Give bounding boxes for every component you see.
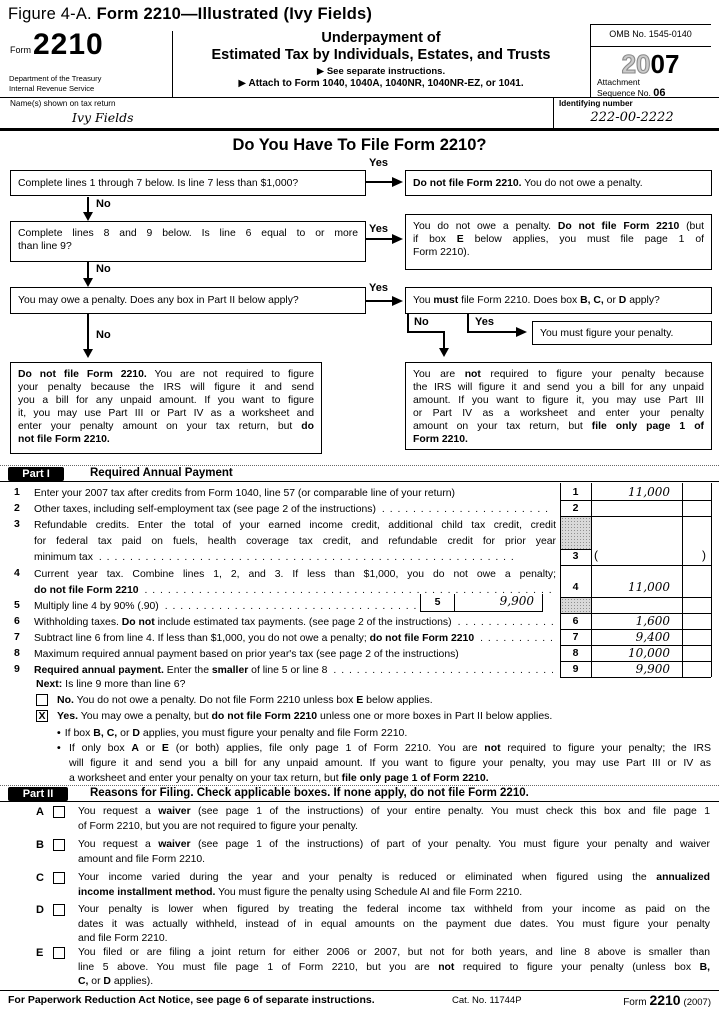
flow-no2-arrow <box>83 278 93 287</box>
line2-desc: Other taxes, including self-employment tax (see page 2 of the instructions) . . <box>34 502 556 518</box>
flow-no2-label: No <box>96 263 111 275</box>
box-e-letter: E <box>36 947 44 959</box>
p1-col-rule-3 <box>682 483 683 677</box>
line8-desc: Maximum required annual payment based on prior year's tax (see page 2 of the instructions) <box>34 649 459 660</box>
line6-number: 6 <box>14 615 20 627</box>
flow-yes3-arrow <box>392 296 403 306</box>
line1-value[interactable]: 11,000 <box>628 485 670 499</box>
flow-no1-arrow <box>83 212 93 221</box>
form-title-line2: Estimated Tax by Individuals, Estates, and Trusts <box>211 47 551 63</box>
line1-number: 1 <box>14 486 20 498</box>
form-word: Form <box>10 45 31 55</box>
flow-subyes-label: Yes <box>475 316 494 328</box>
sequence-line <box>597 87 666 99</box>
box-d-checkbox[interactable] <box>53 904 65 916</box>
flow-no2-line <box>87 262 89 279</box>
flow-q1-box: Complete lines 1 through 7 below. Is line 7 less than $1,000? <box>10 170 366 196</box>
p1-row-rule-9 <box>560 677 711 678</box>
footer-form-year: (2007) <box>683 997 711 1008</box>
flow-yes2-line <box>366 238 393 240</box>
line9-value[interactable]: 9,900 <box>635 662 670 676</box>
flow-subno-line3 <box>443 331 445 349</box>
identifying-number-value[interactable]: 222-00-2222 <box>590 110 674 125</box>
line5-inline-value[interactable]: 9,900 <box>499 594 534 608</box>
footer-form-id <box>623 992 711 1008</box>
omb-cell-bottom-rule <box>590 46 711 47</box>
line9-desc: Required annual payment. Enter the smaller of line 5 or line 8 . . <box>34 663 556 679</box>
dotted-leader <box>333 663 553 679</box>
box-a-text: You request a waiver (see page 1 of the instructions) of your entire penalty. You must check this box and file page 1 of Form 2210, but you are not required to figure your penalty. <box>78 806 710 832</box>
dept-line1: Department of the Treasury <box>9 74 102 83</box>
paperwork-notice: For Paperwork Reduction Act Notice, see page 6 of separate instructions. <box>8 994 375 1006</box>
p1-row-rule-3 <box>560 565 711 566</box>
flow-yes2-arrow <box>392 234 403 244</box>
dotted-leader <box>382 502 553 518</box>
attachment-label: Attachment <box>597 77 640 87</box>
catalog-number: Cat. No. 11744P <box>452 995 522 1006</box>
line4-number: 4 <box>14 567 20 579</box>
name-value[interactable]: Ivy Fields <box>72 110 134 125</box>
p1-shade-line5 <box>561 598 591 613</box>
box-c-text: Your income varied during the year and your penalty is reduced or eliminated when figured using the annualized income installment method. You must figure the penalty using Schedule AI and file Form 2210. <box>78 872 710 898</box>
next-bullet2-text: If only box A or E (or both) applies, file only page 1 of Form 2210. You are not required to figure your penalty; the IRS will figure it and send you a bill for any unpaid amount. If you want to figure your penalty, you may use Part III or IV as a worksheet and enter your penalty on your tax return, but file only page 1 of Form 2210. <box>69 742 712 784</box>
box-a-checkbox[interactable] <box>53 806 65 818</box>
line5-inline-number: 5 <box>421 594 455 611</box>
next-no-text: No. You do not owe a penalty. Do not file Form 2210 unless box E below applies. <box>57 694 433 706</box>
sequence-label: Sequence No. <box>597 88 651 98</box>
box-b-letter: B <box>36 839 44 851</box>
flow-subno-arrow <box>439 348 449 357</box>
line6-value[interactable]: 1,600 <box>635 614 670 628</box>
form-title-line1: Underpayment of <box>321 30 441 46</box>
tax-year <box>590 49 711 80</box>
flow-yes1-line <box>366 181 393 183</box>
form-number: 2210 <box>33 28 104 61</box>
flow-yes3-line <box>366 300 393 302</box>
line3-paren-open: ( <box>594 548 598 562</box>
part1-label: Part I <box>8 467 64 481</box>
line2-number: 2 <box>14 502 20 514</box>
flow-a1-box: Do not file Form 2210. You do not owe a penalty. <box>405 170 712 196</box>
line8-number: 8 <box>14 647 20 659</box>
flow-no3-label: No <box>96 329 111 341</box>
line1-box-number: 1 <box>572 486 579 498</box>
line5-inline-box <box>420 594 543 612</box>
box-e-text: You filed or are filing a joint return for either 2006 or 2007, but not for both years, and line 8 above is smaller than line 5 above. You must file page 1 of Form 2210, but you are not required to figure your penalty (unless box B, C, or D applies). <box>78 947 710 987</box>
part1-title: Required Annual Payment <box>90 467 233 479</box>
box-a-letter: A <box>36 806 44 818</box>
flow-a3-box: You must file Form 2210. Does box B, C, or D apply? <box>405 287 712 314</box>
flow-yes1-arrow <box>392 177 403 187</box>
figure-caption-prefix: Figure 4-A. <box>8 5 92 23</box>
box-c-checkbox[interactable] <box>53 872 65 884</box>
flow-final-right-box: You are not required to figure your penalty because the IRS will figure it and send you a bill for any unpaid amount. If you want to figure it, you may use Part III or Part IV as a worksheet and enter your penalty amount on your tax return, but file only page 1 of Form 2210. <box>405 362 712 450</box>
flow-penalty-box: You must figure your penalty. <box>532 321 712 345</box>
box-c-letter: C <box>36 872 44 884</box>
flow-subno-label: No <box>414 316 429 328</box>
line2-box-number: 2 <box>572 502 579 514</box>
dept-line2: Internal Revenue Service <box>9 84 95 93</box>
flow-q2-box: Complete lines 8 and 9 below. Is line 6 equal to or more than line 9? <box>10 221 366 262</box>
figure-caption <box>8 5 372 24</box>
next-question: Next: Is line 9 more than line 6? <box>36 678 186 690</box>
flow-a2-box: You do not owe a penalty. Do not file Form 2210 (but if box E below applies, you must file page 1 of Form 2210). <box>405 214 712 270</box>
tax-year-suffix: 07 <box>650 49 680 79</box>
line5-number: 5 <box>14 599 20 611</box>
flow-no3-arrow <box>83 349 93 358</box>
flow-subyes-arrow <box>516 327 527 337</box>
line7-desc: Subtract line 6 from line 4. If less than $1,000, you do not owe a penalty; do not file Form 2210 . . <box>34 631 556 647</box>
flow-no1-label: No <box>96 198 111 210</box>
next-yes-text: Yes. You may owe a penalty, but do not file Form 2210 unless one or more boxes in Part II below applies. <box>57 710 553 722</box>
flowchart-title: Do You Have To File Form 2210? <box>232 136 487 154</box>
line9-box-number: 9 <box>572 663 579 675</box>
omb-number: OMB No. 1545-0140 <box>609 29 692 39</box>
dotted-leader <box>480 631 553 647</box>
line4-box-number: 4 <box>572 581 579 593</box>
omb-cell-top-rule <box>590 24 711 25</box>
next-yes-checkbox[interactable]: X <box>36 710 48 722</box>
line8-value[interactable]: 10,000 <box>628 646 670 660</box>
dotted-leader <box>458 615 553 631</box>
box-e-checkbox[interactable] <box>53 947 65 959</box>
part2-header-bar <box>0 785 719 802</box>
part2-label: Part II <box>8 787 68 801</box>
header-thick-rule <box>0 128 719 131</box>
flow-yes1-label: Yes <box>369 157 388 169</box>
dotted-leader <box>165 599 416 615</box>
see-instructions-note: ▶ See separate instructions. <box>316 66 446 77</box>
line7-value[interactable]: 9,400 <box>635 630 670 644</box>
line8-box-number: 8 <box>572 647 579 659</box>
line6-desc: Withholding taxes. Do not include estimated tax payments. (see page 2 of the instructions) . . <box>34 615 556 631</box>
box-d-letter: D <box>36 904 44 916</box>
attach-note: ▶ Attach to Form 1040, 1040A, 1040NR, 1040NR-EZ, or 1041. <box>238 78 524 89</box>
flow-q3-box: You may owe a penalty. Does any box in Part II below apply? <box>10 287 366 314</box>
footer-rule <box>0 990 719 991</box>
flow-yes2-label: Yes <box>369 223 388 235</box>
figure-caption-title: Form 2210—Illustrated (Ivy Fields) <box>96 5 373 23</box>
flow-yes3-label: Yes <box>369 282 388 294</box>
next-bullet1: • If box B, C, or D applies, you must figure your penalty and file Form 2210. <box>57 726 407 741</box>
name-label: Name(s) shown on tax return <box>10 99 116 108</box>
sequence-number: 06 <box>653 87 666 99</box>
line3-desc: Refundable credits. Enter the total of your earned income credit, additional child tax credit, credit for federal tax paid on fuels, health coverage tax credit, and refundable credit for prior year minimum tax . . <box>34 518 556 566</box>
line4-desc: Current year tax. Combine lines 1, 2, and 3. If less than $1,000, you do not owe a penalty; do not file Form 2210 . . <box>34 567 556 599</box>
flow-subyes-line2 <box>467 331 517 333</box>
next-no-checkbox[interactable] <box>36 694 48 706</box>
flow-subno-line2 <box>407 331 445 333</box>
part2-title: Reasons for Filing. Check applicable boxes. If none apply, do not file Form 2210. <box>90 787 529 799</box>
p1-shade-line3 <box>561 517 591 549</box>
line3-box-number: 3 <box>572 550 579 562</box>
flow-final-left-box: Do not file Form 2210. You are not required to figure your penalty because the IRS will figure it and send you a bill for any unpaid amount. If you want to figure it, you may use Part III or Part IV as a worksheet and enter your penalty amount on your tax return, but do not file Form 2210. <box>10 362 322 454</box>
flow-no1-line <box>87 197 89 213</box>
part1-header-bar <box>0 465 719 482</box>
line3-number: 3 <box>14 518 20 530</box>
box-b-text: You request a waiver (see page 1 of the instructions) of part of your penalty. You must figure your penalty and waiver amount and file Form 2210. <box>78 839 710 865</box>
line5-desc: Multiply line 4 by 90% (.90) . . <box>34 599 419 615</box>
next-bullet2-marker <box>57 741 65 756</box>
line9-number: 9 <box>14 663 20 675</box>
tax-year-prefix: 20 <box>621 49 651 79</box>
line4-value[interactable]: 11,000 <box>628 580 670 594</box>
flow-no3-line <box>87 314 89 350</box>
line7-box-number: 7 <box>572 631 579 643</box>
box-b-checkbox[interactable] <box>53 839 65 851</box>
line1-desc: Enter your 2007 tax after credits from Form 1040, line 57 (or comparable line of your return) <box>34 488 456 499</box>
line7-number: 7 <box>14 631 20 643</box>
footer-form-word: Form <box>623 997 647 1008</box>
line3-paren-close: ) <box>702 548 706 562</box>
line6-box-number: 6 <box>572 615 579 627</box>
p1-col-rule-4 <box>711 483 712 677</box>
identifying-number-label: Identifying number <box>559 99 633 108</box>
footer-form-number: 2210 <box>649 992 681 1008</box>
p1-row-rule-1 <box>560 500 711 501</box>
box-d-text: Your penalty is lower when figured by treating the federal income tax withheld from your income as paid on the dates it was actually withheld, instead of in equal amounts on the payment due dates. You must figure your penalty and file Form 2210. <box>78 904 710 944</box>
